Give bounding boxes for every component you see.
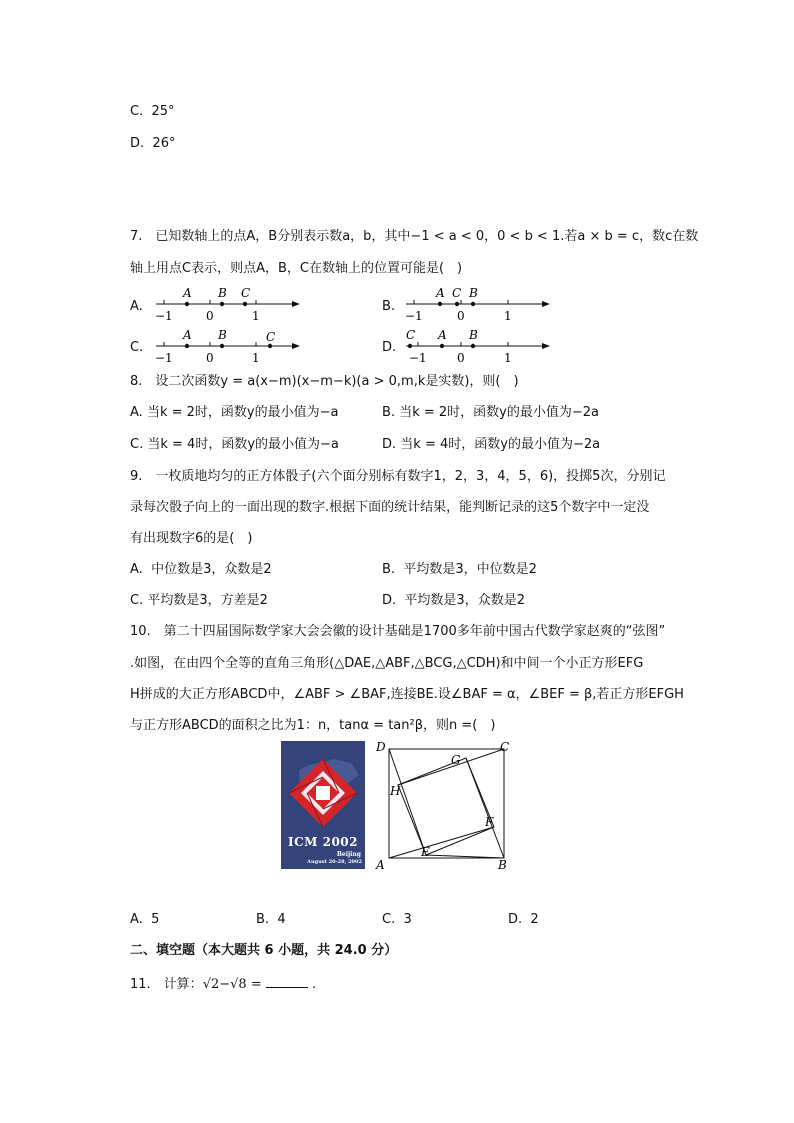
tick-label: 1 [252, 351, 260, 365]
q7-stem-line2: 轴上用点C表示，则点A，B，C在数轴上的位置可能是( ) [130, 261, 463, 276]
tick-label: −1 [155, 309, 173, 323]
point-label: A [438, 328, 447, 342]
q9-option-c: C. 平均数是3，方差是2 [130, 593, 268, 608]
icm-logo [281, 741, 365, 869]
q10-option-a: A. 5 [130, 912, 160, 927]
q11-answer-blank [266, 975, 308, 988]
q7-option-b-numberline [400, 284, 560, 324]
vertex-label-e: E [421, 845, 430, 859]
tick-label: 0 [206, 309, 214, 323]
tick-label: −1 [155, 351, 173, 365]
q10-stem-line2: .如图，在由四个全等的直角三角形(△DAE,△ABF,△BCG,△CDH)和中间一个小正方形EFG [130, 656, 644, 671]
q7-option-c-label: C. [130, 340, 144, 355]
q8-option-d: D. 当k = 4时，函数y的最小值为−2a [382, 437, 601, 452]
tick-label: −1 [405, 309, 423, 323]
vertex-label-h: H [390, 784, 401, 798]
q11-line [130, 975, 316, 993]
logo-title: ICM 2002 [287, 835, 359, 849]
point-label: A [183, 286, 192, 300]
q10-option-b: B. 4 [256, 912, 286, 927]
tick-label: 0 [457, 351, 465, 365]
q7-option-b-label: B. [382, 299, 396, 314]
section-heading: 二、填空题（本大题共 6 小题，共 24.0 分） [130, 943, 398, 958]
zhao-shuang-square-figure [370, 738, 520, 874]
q10-option-d: D. 2 [508, 912, 539, 927]
vertex-label-g: G [451, 753, 461, 767]
q9-option-b: B. 平均数是3，中位数是2 [382, 562, 537, 577]
q9-stem-line2: 录每次骰子向上的一面出现的数字.根据下面的统计结果，能判断记录的这5个数字中一定没 [130, 500, 650, 515]
q7-option-a-numberline [150, 284, 310, 324]
point-label: C [241, 286, 251, 300]
q11-prefix: 11. 计算： [130, 977, 203, 992]
q8-stem: 8. 设二次函数y = a(x−m)(x−m−k)(a > 0,m,k是实数)，则( ) [130, 374, 519, 389]
point-label: B [469, 286, 478, 300]
logo-city: Beijing [336, 851, 361, 858]
q7-option-d-numberline [400, 326, 560, 366]
point-label: B [218, 286, 227, 300]
q11-expression: √2−√8 = [202, 977, 262, 992]
q10-option-c: C. 3 [382, 912, 412, 927]
tick-label: 1 [252, 309, 260, 323]
point-label: B [218, 328, 227, 342]
point-label: C [266, 330, 276, 344]
q9-option-a: A. 中位数是3，众数是2 [130, 562, 272, 577]
q7-option-c-numberline [150, 326, 310, 366]
point-label: A [183, 328, 192, 342]
q10-stem-line3: H拼成的大正方形ABCD中，∠ABF > ∠BAF,连接BE.设∠BAF = α，∠BEF = β,若正方形EFGH [130, 687, 684, 702]
vertex-label-c: C [500, 740, 510, 754]
tick-label: 1 [504, 309, 512, 323]
q7-stem-line1: 7. 已知数轴上的点A，B分别表示数a，b，其中−1 < a < 0，0 < b < 1.若a × b = c，数c在数 [130, 229, 699, 244]
point-label: B [469, 328, 478, 342]
q6-option-d: D. 26° [130, 136, 176, 151]
logo-dates: August 20-28, 2002 [307, 859, 362, 865]
q8-option-b: B. 当k = 2时，函数y的最小值为−2a [382, 405, 599, 420]
vertex-label-f: F [485, 815, 494, 829]
q10-stem-line4: 与正方形ABCD的面积之比为1：n，tanα = tan²β，则n =( ) [130, 718, 496, 733]
q7-option-d-label: D. [382, 340, 397, 355]
tick-label: 0 [457, 309, 465, 323]
q9-option-d: D. 平均数是3，众数是2 [382, 593, 525, 608]
point-label: C [452, 286, 462, 300]
vertex-label-b: B [498, 858, 507, 872]
q7-option-a-label: A. [130, 299, 143, 314]
point-label: C [406, 328, 416, 342]
tick-label: 1 [504, 351, 512, 365]
q11-suffix: . [312, 977, 317, 992]
q8-option-a: A. 当k = 2时，函数y的最小值为−a [130, 405, 339, 420]
vertex-label-a: A [376, 858, 385, 872]
q8-option-c: C. 当k = 4时，函数y的最小值为−a [130, 437, 339, 452]
tick-label: −1 [409, 351, 427, 365]
q10-stem-line1: 10. 第二十四届国际数学家大会会徽的设计基础是1700多年前中国古代数学家赵爽的“弦图” [130, 624, 666, 639]
q9-stem-line1: 9. 一枚质地均匀的正方体骰子(六个面分别标有数字1，2，3，4，5，6)，投掷5次，分别记 [130, 469, 666, 484]
point-label: A [436, 286, 445, 300]
q9-stem-line3: 有出现数字6的是( ) [130, 531, 253, 546]
tick-label: 0 [206, 351, 214, 365]
q6-option-c: C. 25° [130, 104, 175, 119]
vertex-label-d: D [376, 740, 386, 754]
